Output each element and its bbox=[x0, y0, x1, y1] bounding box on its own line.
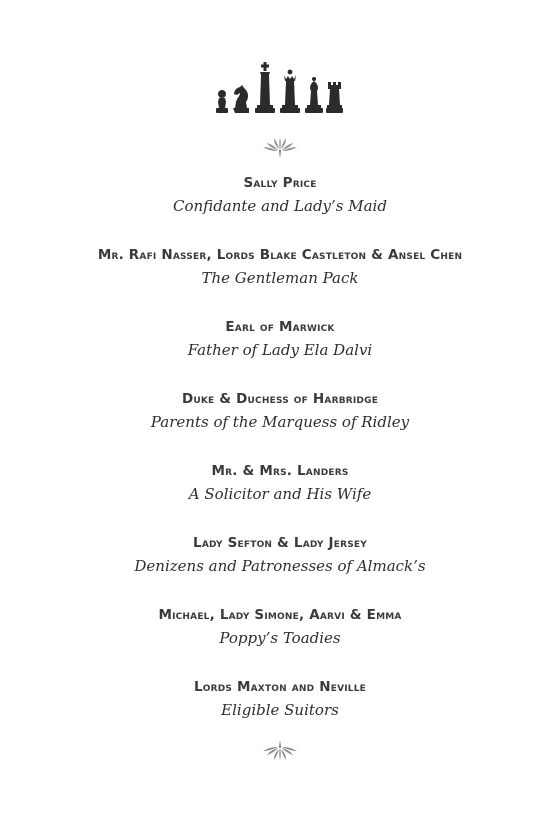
cast-entry bbox=[0, 390, 560, 462]
cast-entry-role: Confidante and Lady’s Maid bbox=[173, 197, 387, 215]
cast-entry bbox=[0, 174, 560, 246]
cast-entry-name: Sally Price bbox=[243, 175, 317, 191]
cast-entry-name: Lady Sefton & Lady Jersey bbox=[193, 535, 367, 551]
cast-entry-role: Parents of the Marquess of Ridley bbox=[150, 413, 410, 431]
fleuron-icon bbox=[262, 740, 298, 768]
cast-entry bbox=[0, 462, 560, 534]
cast-entry-role: Denizens and Patronesses of Almack’s bbox=[134, 557, 426, 575]
cast-entry-role: Poppy’s Toadies bbox=[219, 629, 341, 647]
cast-entry bbox=[0, 606, 560, 678]
cast-entry-name: Earl of Marwick bbox=[225, 319, 335, 335]
cast-entry-name: Duke & Duchess of Harbridge bbox=[181, 391, 379, 407]
cast-list bbox=[0, 174, 560, 750]
cast-entry-role: Father of Lady Ela Dalvi bbox=[187, 341, 373, 359]
cast-entry-name: Mr. Rafi Nasser, Lords Blake Castleton & Ansel Chen bbox=[97, 247, 463, 263]
rook-icon bbox=[326, 82, 343, 113]
cast-entry bbox=[0, 246, 560, 318]
chess-pieces-icon bbox=[215, 60, 345, 118]
cast-entry-name: Michael, Lady Simone, Aarvi & Emma bbox=[158, 607, 402, 623]
fleuron-icon bbox=[0, 740, 560, 768]
knight-icon bbox=[233, 85, 249, 113]
queen-icon bbox=[280, 70, 300, 113]
chess-pieces-icon bbox=[0, 60, 560, 118]
pawn-icon bbox=[216, 90, 228, 113]
cast-entry-role: A Solicitor and His Wife bbox=[188, 485, 372, 503]
king-icon bbox=[255, 62, 275, 113]
cast-entry-role: The Gentleman Pack bbox=[201, 269, 359, 287]
fleuron-icon bbox=[262, 130, 298, 158]
fleuron-icon bbox=[0, 130, 560, 158]
cast-entry-role: Eligible Suitors bbox=[221, 701, 339, 719]
cast-entry-name: Lords Maxton and Neville bbox=[193, 679, 367, 695]
cast-entry bbox=[0, 318, 560, 390]
bishop-icon bbox=[305, 77, 323, 113]
cast-entry bbox=[0, 534, 560, 606]
cast-entry-name: Mr. & Mrs. Landers bbox=[211, 463, 349, 479]
